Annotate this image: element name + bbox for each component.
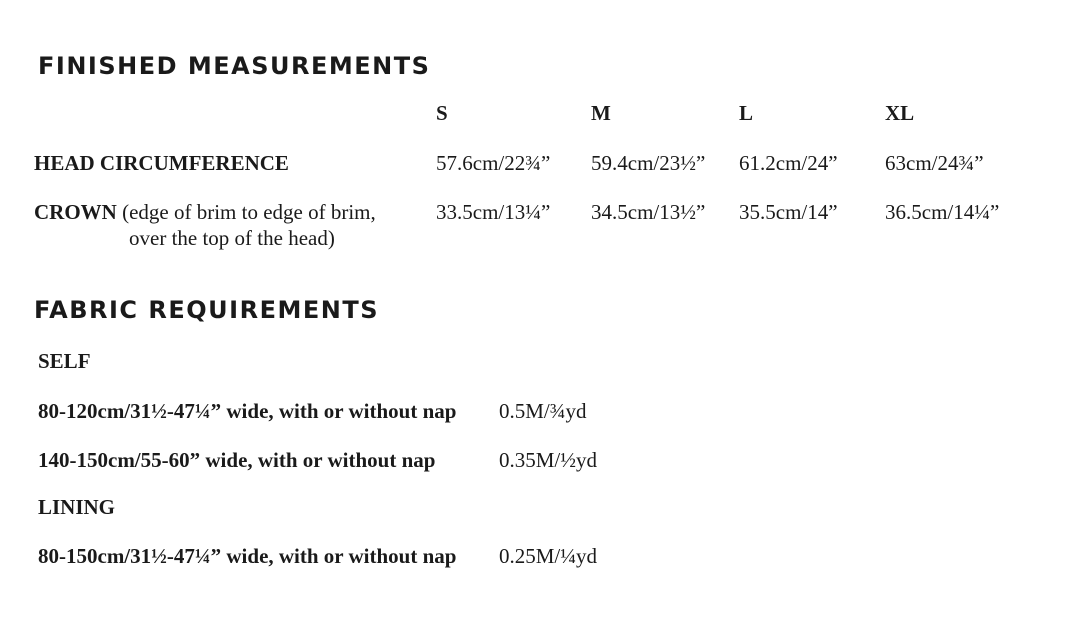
self-label: SELF <box>38 349 91 373</box>
size-s-header: S <box>436 101 448 125</box>
finished-measurements-heading: FINISHED MEASUREMENTS <box>38 52 431 80</box>
self-row-1-amount: 0.5M/¾yd <box>499 399 587 423</box>
self-row-2-desc: 140-150cm/55-60” wide, with or without nap <box>38 448 436 472</box>
crown-l: 35.5cm/14” <box>739 200 838 224</box>
lining-label: LINING <box>38 495 116 519</box>
lining-row-1-desc: 80-150cm/31½-47¼” wide, with or without nap <box>38 544 457 568</box>
crown-xl: 36.5cm/14¼” <box>885 200 1000 224</box>
crown-note-line2: over the top of the head) <box>129 226 335 250</box>
crown-note: (edge of brim to edge of brim, <box>122 200 376 224</box>
head-circumference-xl: 63cm/24¾” <box>885 151 984 175</box>
crown-s: 33.5cm/13¼” <box>436 200 551 224</box>
size-l-header: L <box>739 101 754 125</box>
head-circumference-s: 57.6cm/22¾” <box>436 151 551 175</box>
head-circumference-label: HEAD CIRCUMFERENCE <box>34 151 289 175</box>
size-m-header: M <box>591 101 611 125</box>
crown-label-line <box>34 200 376 225</box>
crown-label: CROWN <box>34 200 117 224</box>
crown-m: 34.5cm/13½” <box>591 200 706 224</box>
size-xl-header: XL <box>885 101 915 125</box>
head-circumference-m: 59.4cm/23½” <box>591 151 706 175</box>
self-row-2-amount: 0.35M/½yd <box>499 448 598 472</box>
lining-row-1-amount: 0.25M/¼yd <box>499 544 598 568</box>
fabric-requirements-heading: FABRIC REQUIREMENTS <box>34 296 379 324</box>
self-row-1-desc: 80-120cm/31½-47¼” wide, with or without nap <box>38 399 457 423</box>
head-circumference-l: 61.2cm/24” <box>739 151 838 175</box>
